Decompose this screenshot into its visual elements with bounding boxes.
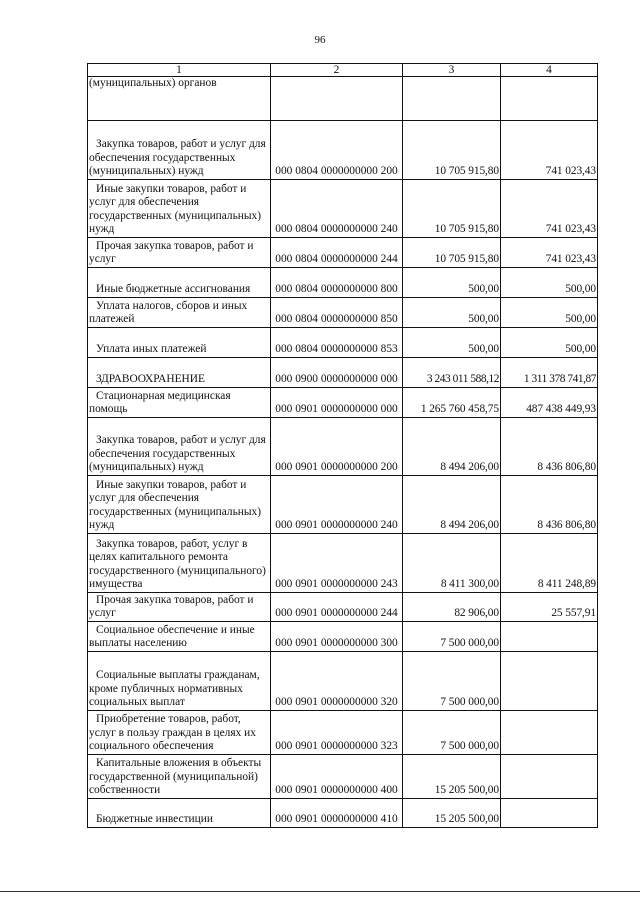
table-row bbox=[88, 711, 598, 755]
row-name-cell: Капитальные вложения в объекты государственной (муниципальной) собственности bbox=[88, 755, 271, 799]
table-row bbox=[88, 534, 598, 593]
row-code-cell: 000 0901 0000000000 300 bbox=[271, 622, 403, 652]
row-code-cell: 000 0804 0000000000 800 bbox=[271, 268, 403, 298]
row-code-cell: 000 0804 0000000000 850 bbox=[271, 298, 403, 328]
table-row bbox=[88, 328, 598, 358]
row-name-cell: Стационарная медицинская помощь bbox=[88, 388, 271, 418]
table-row bbox=[88, 268, 598, 298]
row-col4-cell bbox=[501, 711, 598, 755]
row-col4-cell: 500,00 bbox=[501, 268, 598, 298]
row-name-cell: Уплата налогов, сборов и иных платежей bbox=[88, 298, 271, 328]
page-bottom-rule bbox=[0, 891, 640, 892]
row-name-cell: Иные закупки товаров, работ и услуг для обеспечения государственных (муниципальных) нужд bbox=[88, 476, 271, 534]
row-col4-cell bbox=[501, 652, 598, 711]
table-row bbox=[88, 121, 598, 180]
row-code-cell: 000 0901 0000000000 410 bbox=[271, 799, 403, 828]
row-name-cell: Социальное обеспечение и иные выплаты населению bbox=[88, 622, 271, 652]
row-code-cell: 000 0804 0000000000 244 bbox=[271, 238, 403, 268]
row-code-cell: 000 0901 0000000000 244 bbox=[271, 593, 403, 622]
row-col4-cell: 8 436 806,80 bbox=[501, 476, 598, 534]
table-row bbox=[88, 238, 598, 268]
row-col4-cell: 741 023,43 bbox=[501, 238, 598, 268]
row-col4-cell: 25 557,91 bbox=[501, 593, 598, 622]
row-col4-cell: 500,00 bbox=[501, 328, 598, 358]
row-name-cell: ЗДРАВООХРАНЕНИЕ bbox=[88, 358, 271, 388]
table-header-row bbox=[88, 64, 598, 77]
row-col3-cell: 10 705 915,80 bbox=[403, 121, 501, 180]
table-row bbox=[88, 388, 598, 418]
row-col4-cell: 1 311 378 741,87 bbox=[501, 358, 598, 388]
row-code-cell: 000 0901 0000000000 320 bbox=[271, 652, 403, 711]
row-col3-cell: 15 205 500,00 bbox=[403, 799, 501, 828]
row-name-cell: Закупка товаров, работ и услуг для обеспечения государственных (муниципальных) нужд bbox=[88, 121, 271, 180]
budget-table bbox=[87, 63, 598, 828]
row-col4-cell bbox=[501, 755, 598, 799]
page-number: 96 bbox=[314, 34, 326, 46]
table-row bbox=[88, 593, 598, 622]
row-col3-cell: 8 494 206,00 bbox=[403, 476, 501, 534]
row-name-cell: Иные закупки товаров, работ и услуг для обеспечения государственных (муниципальных) нужд bbox=[88, 180, 271, 238]
row-name-cell: Закупка товаров, работ и услуг для обеспечения государственных (муниципальных) нужд bbox=[88, 418, 271, 476]
table-row bbox=[88, 622, 598, 652]
row-name-cell: Уплата иных платежей bbox=[88, 328, 271, 358]
row-col4-cell: 741 023,43 bbox=[501, 121, 598, 180]
table-row bbox=[88, 298, 598, 328]
row-name-cell: Иные бюджетные ассигнования bbox=[88, 268, 271, 298]
row-col3-cell bbox=[403, 77, 501, 121]
row-col4-cell bbox=[501, 799, 598, 828]
row-name-cell: Закупка товаров, работ, услуг в целях капитального ремонта государственного (муниципального) имущества bbox=[88, 534, 271, 593]
row-name-cell: Прочая закупка товаров, работ и услуг bbox=[88, 593, 271, 622]
row-col3-cell: 10 705 915,80 bbox=[403, 180, 501, 238]
table-row bbox=[88, 652, 598, 711]
row-code-cell: 000 0901 0000000000 000 bbox=[271, 388, 403, 418]
column-header-3: 3 bbox=[403, 64, 501, 77]
row-col3-cell: 82 906,00 bbox=[403, 593, 501, 622]
row-code-cell: 000 0901 0000000000 240 bbox=[271, 476, 403, 534]
row-col3-cell: 3 243 011 588,12 bbox=[403, 358, 501, 388]
row-code-cell: 000 0901 0000000000 200 bbox=[271, 418, 403, 476]
row-col3-cell: 500,00 bbox=[403, 328, 501, 358]
row-col3-cell: 7 500 000,00 bbox=[403, 711, 501, 755]
row-code-cell: 000 0804 0000000000 240 bbox=[271, 180, 403, 238]
row-code-cell: 000 0900 0000000000 000 bbox=[271, 358, 403, 388]
row-col3-cell: 7 500 000,00 bbox=[403, 652, 501, 711]
table-row bbox=[88, 755, 598, 799]
row-col3-cell: 7 500 000,00 bbox=[403, 622, 501, 652]
table-row bbox=[88, 180, 598, 238]
row-col4-cell bbox=[501, 77, 598, 121]
row-name-cell: Прочая закупка товаров, работ и услуг bbox=[88, 238, 271, 268]
row-col4-cell: 8 436 806,80 bbox=[501, 418, 598, 476]
row-col3-cell: 8 494 206,00 bbox=[403, 418, 501, 476]
row-code-cell: 000 0804 0000000000 853 bbox=[271, 328, 403, 358]
row-name-cell: Социальные выплаты гражданам, кроме публичных нормативных социальных выплат bbox=[88, 652, 271, 711]
row-col3-cell: 500,00 bbox=[403, 298, 501, 328]
table-row bbox=[88, 418, 598, 476]
column-header-1: 1 bbox=[88, 64, 271, 77]
row-code-cell: 000 0804 0000000000 200 bbox=[271, 121, 403, 180]
row-code-cell: 000 0901 0000000000 400 bbox=[271, 755, 403, 799]
row-name-cell: Бюджетные инвестиции bbox=[88, 799, 271, 828]
row-code-cell: 000 0901 0000000000 323 bbox=[271, 711, 403, 755]
column-header-2: 2 bbox=[271, 64, 403, 77]
table-row bbox=[88, 799, 598, 828]
row-name-cell: Приобретение товаров, работ, услуг в пользу граждан в целях их социального обеспечения bbox=[88, 711, 271, 755]
row-code-cell bbox=[271, 77, 403, 121]
row-col3-cell: 8 411 300,00 bbox=[403, 534, 501, 593]
table-row bbox=[88, 476, 598, 534]
row-col3-cell: 500,00 bbox=[403, 268, 501, 298]
row-col4-cell: 741 023,43 bbox=[501, 180, 598, 238]
row-col4-cell: 8 411 248,89 bbox=[501, 534, 598, 593]
row-col4-cell bbox=[501, 622, 598, 652]
table-body bbox=[88, 77, 598, 828]
column-header-4: 4 bbox=[501, 64, 598, 77]
row-code-cell: 000 0901 0000000000 243 bbox=[271, 534, 403, 593]
row-col3-cell: 15 205 500,00 bbox=[403, 755, 501, 799]
row-col4-cell: 487 438 449,93 bbox=[501, 388, 598, 418]
row-name-cell: (муниципальных) органов bbox=[88, 77, 271, 121]
row-col3-cell: 10 705 915,80 bbox=[403, 238, 501, 268]
row-col3-cell: 1 265 760 458,75 bbox=[403, 388, 501, 418]
table-row bbox=[88, 358, 598, 388]
table-row bbox=[88, 77, 598, 121]
row-col4-cell: 500,00 bbox=[501, 298, 598, 328]
